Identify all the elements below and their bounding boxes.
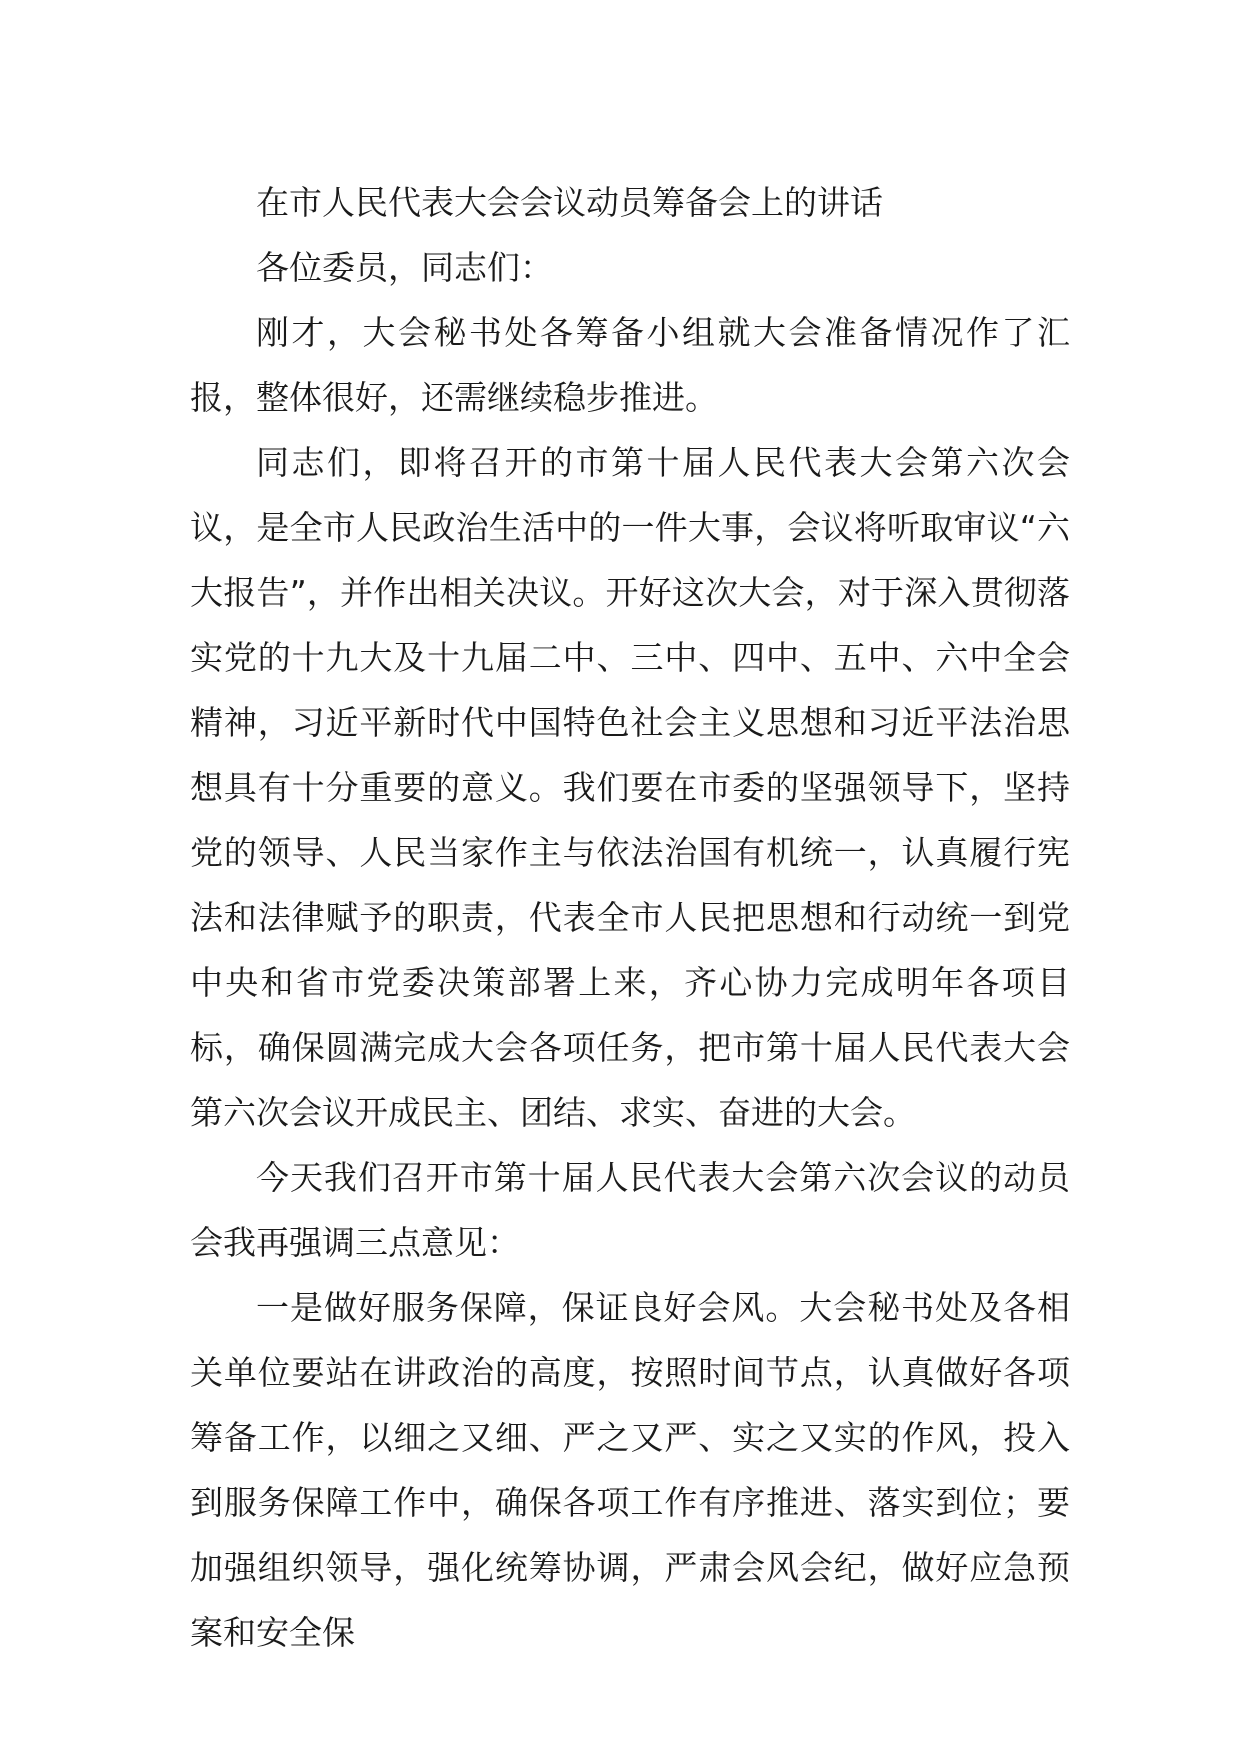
document-body (190, 170, 1070, 1665)
paragraph: 一是做好服务保障，保证良好会风。大会秘书处及各相关单位要站在讲政治的高度，按照时间节点，认真做好各项筹备工作，以细之又细、严之又严、实之又实的作风，投入到服务保障工作中，确保各项工作有序推进、落实到位；要加强组织领导，强化统筹协调，严肃会风会纪，做好应急预案和安全保 (190, 1288, 1070, 1652)
paragraph: 今天我们召开市第十届人民代表大会第六次会议的动员会我再强调三点意见： (190, 1158, 1070, 1262)
document-title: 在市人民代表大会会议动员筹备会上的讲话 (256, 183, 883, 222)
salutation: 各位委员，同志们： (256, 248, 553, 287)
paragraph: 刚才，大会秘书处各筹备小组就大会准备情况作了汇报，整体很好，还需继续稳步推进。 (190, 313, 1070, 417)
paragraph: 同志们，即将召开的市第十届人民代表大会第六次会议，是全市人民政治生活中的一件大事，会议将听取审议“六大报告”，并作出相关决议。开好这次大会，对于深入贯彻落实党的十九大及十九届二中、三中、四中、五中、六中全会精神，习近平新时代中国特色社会主义思想和习近平法治思想具有十分重要的意义。我们要在市委的坚强领导下，坚持党的领导、人民当家作主与依法治国有机统一，认真履行宪法和法律赋予的职责，代表全市人民把思想和行动统一到党中央和省市党委决策部署上来，齐心协力完成明年各项目标，确保圆满完成大会各项任务，把市第十届人民代表大会第六次会议开成民主、团结、求实、奋进的大会。 (190, 443, 1070, 1132)
